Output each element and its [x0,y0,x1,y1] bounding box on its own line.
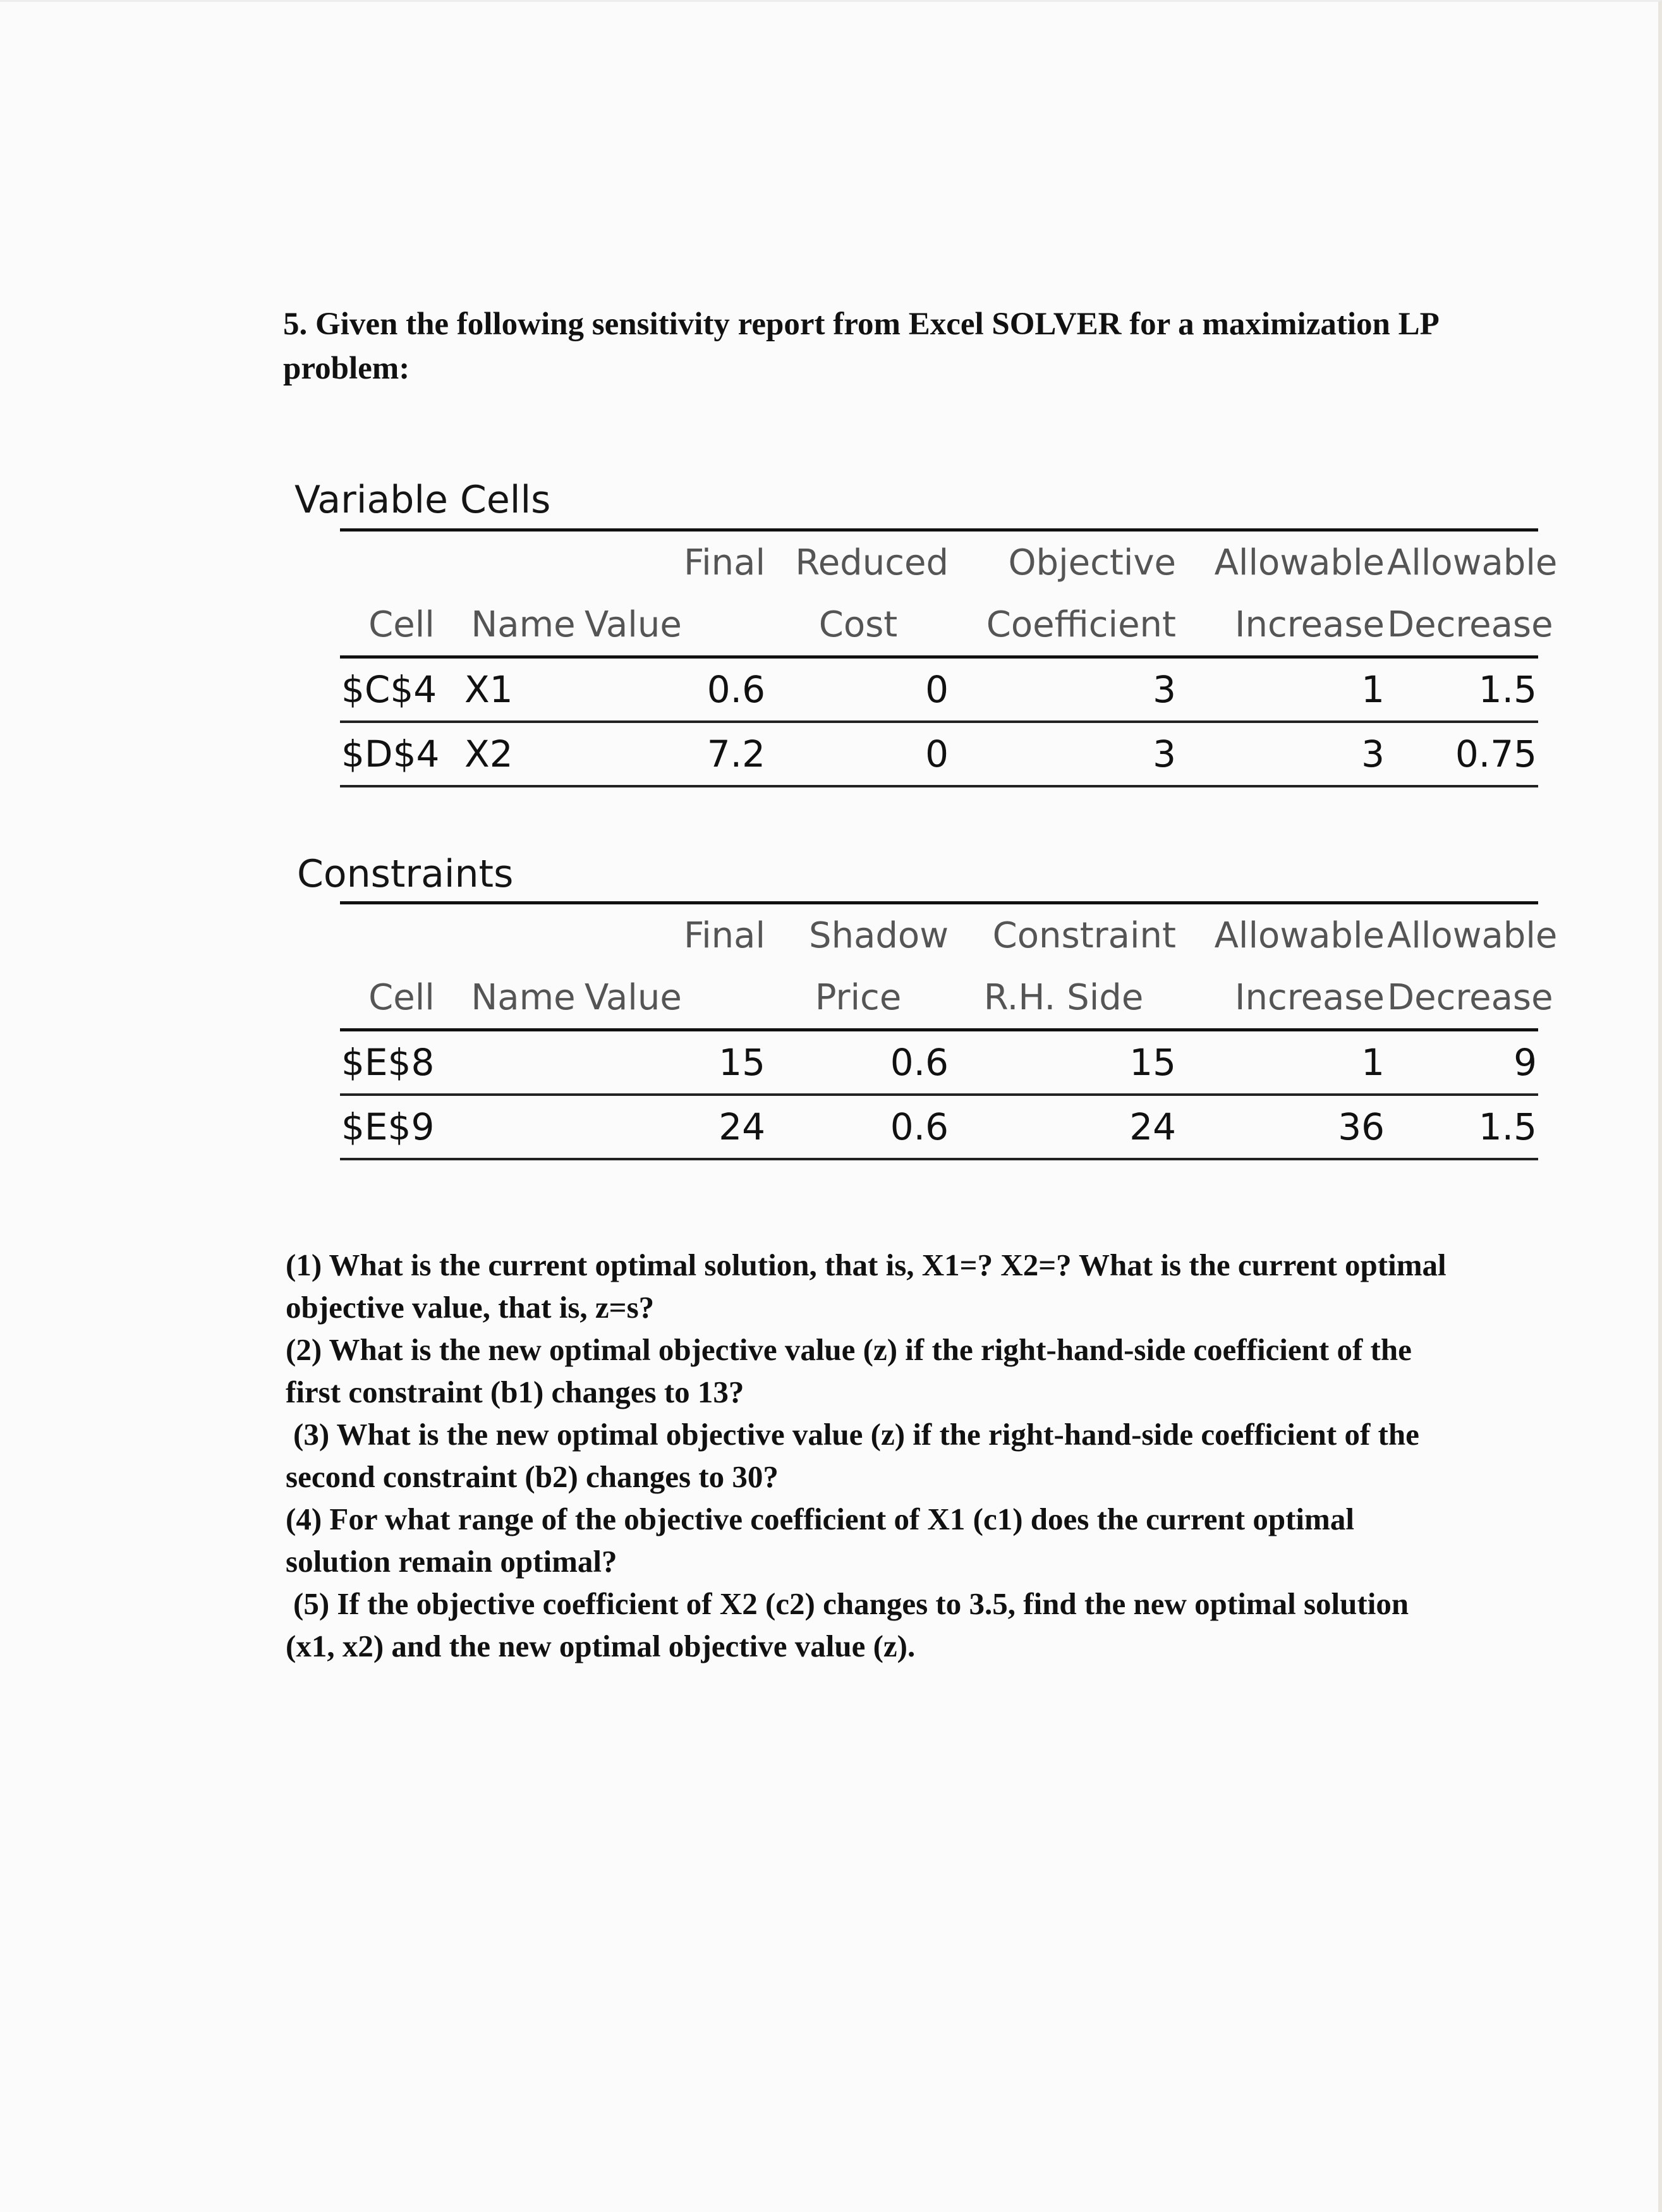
problem-statement [283,302,1484,391]
shadow-price: 0.6 [767,1095,950,1159]
variable-header-row-2 [340,593,1538,657]
header-final: Final [583,530,767,594]
allowable-decrease: 9 [1386,1030,1538,1095]
table-row [340,722,1538,786]
allowable-increase: 1 [1177,1030,1386,1095]
question-line: (2) What is the new optimal objective value (z) if the right-hand-side coefficient of the [286,1332,1412,1367]
header-decrease: Decrease [1386,593,1538,657]
question-line: (1) What is the current optimal solution, that is, X1=? X2=? What is the current optimal [286,1248,1447,1282]
header-shadow: Shadow [767,903,950,967]
header-value: Value [583,593,767,657]
objective-coefficient: 3 [950,657,1177,722]
constraint-name [463,1030,583,1095]
var-name: X1 [463,657,583,722]
header-name [463,903,583,967]
shadow-price: 0.6 [767,1030,950,1095]
header-cost: Cost [767,593,950,657]
header-final: Final [583,903,767,967]
allowable-increase: 1 [1177,657,1386,722]
final-value: 7.2 [583,722,767,786]
question-line: objective value, that is, z=s? [286,1290,655,1325]
header-rhs: R.H. Side [950,966,1177,1030]
header-cell: Cell [340,593,463,657]
header-increase: Increase [1177,966,1386,1030]
constraint-rhs: 15 [950,1030,1177,1095]
final-value: 0.6 [583,657,767,722]
header-name: Name [463,593,583,657]
problem-line-2: problem: [283,351,410,386]
header-cell [340,903,463,967]
constraints-table [340,901,1558,1160]
table-row [340,1095,1538,1159]
question-line: solution remain optimal? [286,1544,617,1579]
question-item [286,1498,1461,1583]
var-name: X2 [463,722,583,786]
header-allowable-dec: Allowable [1386,530,1538,594]
constraints-header-row-1 [340,903,1538,967]
question-line: (5) If the objective coefficient of X2 (c2) changes to 3.5, find the new optimal solution [293,1586,1409,1621]
problem-line-1: 5. Given the following sensitivity report from Excel SOLVER for a maximization LP [283,307,1440,342]
reduced-cost: 0 [767,722,950,786]
question-item [286,1583,1461,1667]
question-item [286,1244,1461,1328]
table-row [340,1030,1538,1095]
cell-ref: $C$4 [340,657,463,722]
header-increase: Increase [1177,593,1386,657]
header-constraint: Constraint [950,903,1177,967]
allowable-decrease: 0.75 [1386,722,1538,786]
reduced-cost: 0 [767,657,950,722]
header-cell [340,530,463,594]
header-reduced: Reduced [767,530,950,594]
question-item [286,1413,1461,1498]
cell-ref: $E$9 [340,1095,463,1159]
question-item [286,1328,1461,1413]
constraints-label: Constraints [297,852,514,896]
header-value: Value [583,966,767,1030]
question-line: second constraint (b2) changes to 30? [286,1459,779,1494]
header-cell: Cell [340,966,463,1030]
header-decrease: Decrease [1386,966,1538,1030]
variable-cells-label: Variable Cells [294,478,551,522]
header-name [463,530,583,594]
cell-ref: $E$8 [340,1030,463,1095]
header-objective: Objective [950,530,1177,594]
variable-header-row-1 [340,530,1538,594]
constraint-rhs: 24 [950,1095,1177,1159]
question-list [286,1244,1461,1667]
header-allowable-inc: Allowable [1177,903,1386,967]
final-value: 24 [583,1095,767,1159]
header-allowable-inc: Allowable [1177,530,1386,594]
header-name: Name [463,966,583,1030]
objective-coefficient: 3 [950,722,1177,786]
allowable-decrease: 1.5 [1386,657,1538,722]
constraint-name [463,1095,583,1159]
question-line: (4) For what range of the objective coefficient of X1 (c1) does the current optimal [286,1502,1354,1536]
question-line: (3) What is the new optimal objective value (z) if the right-hand-side coefficient of the [293,1417,1419,1452]
final-value: 15 [583,1030,767,1095]
question-line: first constraint (b1) changes to 13? [286,1375,744,1409]
header-coefficient: Coefficient [950,593,1177,657]
header-price: Price [767,966,950,1030]
table-row [340,657,1538,722]
allowable-increase: 3 [1177,722,1386,786]
variable-cells-table [340,528,1558,787]
cell-ref: $D$4 [340,722,463,786]
question-line: (x1, x2) and the new optimal objective value (z). [286,1629,916,1663]
allowable-decrease: 1.5 [1386,1095,1538,1159]
allowable-increase: 36 [1177,1095,1386,1159]
constraints-header-row-2 [340,966,1538,1030]
header-allowable-dec: Allowable [1386,903,1538,967]
